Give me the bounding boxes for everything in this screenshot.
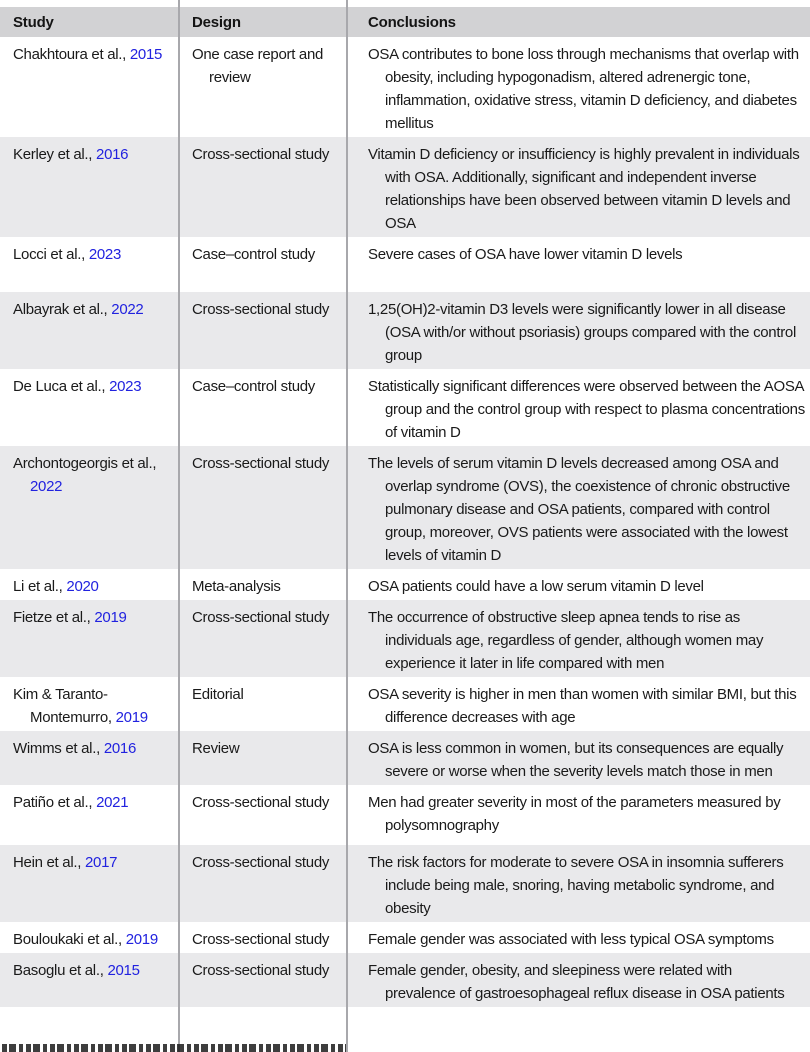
study-cell (0, 600, 178, 677)
conclusion-cell: 1,25(OH)2-vitamin D3 levels were significantly lower in all disease (OSA with/or without psoriasis) groups compared with the control group (368, 301, 796, 364)
study-year-link[interactable]: 2023 (88, 246, 122, 263)
design-cell: Cross-sectional study (192, 146, 330, 163)
study-year-link[interactable]: 2019 (115, 709, 148, 726)
design-cell: Meta-analysis (192, 578, 281, 595)
study-cell (0, 369, 178, 446)
design-cell: Editorial (192, 686, 244, 703)
table-row (0, 785, 810, 845)
design-cell: Case–control study (192, 246, 316, 263)
table-row (0, 292, 810, 369)
table-row (0, 237, 810, 292)
study-authors: Kim & Taranto-Montemurro, (13, 686, 116, 726)
conclusion-cell: Men had greater severity in most of the parameters measured by polysomnography (368, 794, 781, 834)
study-authors: Chakhtoura et al., (13, 46, 130, 63)
design-cell: One case report and review (192, 46, 324, 86)
design-cell: Case–control study (192, 378, 316, 395)
column-divider (178, 0, 180, 1052)
design-cell: Cross-sectional study (192, 301, 330, 318)
column-header-design: Design (192, 13, 241, 31)
study-year-link[interactable]: 2019 (125, 931, 158, 948)
conclusion-cell: The risk factors for moderate to severe OSA in insomnia sufferers include being male, snoring, having metabolic syndrome, and obesity (368, 854, 784, 917)
column-divider (346, 0, 348, 1052)
study-year-link[interactable]: 2015 (107, 962, 140, 979)
study-cell (0, 292, 178, 369)
study-authors: Basoglu et al., (13, 962, 108, 979)
study-cell (0, 677, 178, 731)
conclusion-cell: Vitamin D deficiency or insufficiency is highly prevalent in individuals with OSA. Additionally, significant and independent inverse relationships have been observed between vitamin D levels and OSA (368, 146, 800, 232)
column-header-conclusions: Conclusions (368, 13, 456, 31)
conclusion-cell: The occurrence of obstructive sleep apnea tends to rise as individuals age, regardless of gender, although women may experience it later in life compared with men (368, 609, 764, 672)
study-cell (0, 237, 178, 268)
study-authors: Albayrak et al., (13, 301, 112, 318)
study-cell (0, 731, 178, 785)
study-authors: Kerley et al., (13, 146, 97, 163)
study-year-link[interactable]: 2022 (30, 478, 63, 495)
study-authors: Li et al., (13, 578, 67, 595)
study-cell (0, 569, 178, 600)
study-cell (0, 953, 178, 1007)
table-row (0, 137, 810, 237)
study-cell (0, 845, 178, 922)
table-header-row (0, 7, 810, 37)
table-row (0, 922, 810, 953)
study-year-link[interactable]: 2015 (129, 46, 163, 63)
study-year-link[interactable]: 2019 (94, 609, 127, 626)
conclusion-cell: OSA severity is higher in men than women with similar BMI, but this difference decreases with age (368, 686, 797, 726)
conclusion-cell: Female gender was associated with less typical OSA symptoms (368, 931, 774, 948)
design-cell: Cross-sectional study (192, 794, 330, 811)
table-row (0, 677, 810, 731)
conclusion-cell: OSA patients could have a low serum vitamin D level (368, 578, 704, 595)
study-authors: Patiño et al., (13, 794, 97, 811)
table-row (0, 446, 810, 569)
table-row (0, 600, 810, 677)
study-authors: Archontogeorgis et al., (13, 455, 157, 472)
study-authors: Locci et al., (13, 246, 89, 263)
study-authors: Wimms et al., (13, 740, 104, 757)
conclusion-cell: OSA is less common in women, but its consequences are equally severe or worse when the severity levels match those in men (368, 740, 784, 780)
study-year-link[interactable]: 2016 (103, 740, 136, 757)
study-year-link[interactable]: 2017 (84, 854, 118, 871)
study-authors: Fietze et al., (13, 609, 95, 626)
design-cell: Cross-sectional study (192, 931, 330, 948)
design-cell: Cross-sectional study (192, 609, 330, 626)
table-row (0, 369, 810, 446)
study-cell (0, 922, 178, 953)
design-cell: Cross-sectional study (192, 962, 330, 979)
study-year-link[interactable]: 2023 (109, 378, 142, 395)
study-authors: Hein et al., (13, 854, 85, 871)
study-cell (0, 37, 178, 137)
study-year-link[interactable]: 2021 (96, 794, 129, 811)
study-year-link[interactable]: 2020 (66, 578, 99, 595)
study-year-link[interactable]: 2016 (96, 146, 129, 163)
design-cell: Review (192, 740, 240, 757)
study-authors: Bouloukaki et al., (13, 931, 126, 948)
conclusion-cell: OSA contributes to bone loss through mechanisms that overlap with obesity, including hypogonadism, altered adrenergic tone, inflammation, oxidative stress, vitamin D deficiency, and diabetes mellitus (368, 46, 799, 132)
conclusion-cell: The levels of serum vitamin D levels decreased among OSA and overlap syndrome (OVS), the coexistence of chronic obstructive pulmonary disease and OSA patients, compared with control group, moreover, OVS patients were associated with the lowest levels of vitamin D (368, 455, 790, 564)
clipped-next-row-artifact (2, 1044, 346, 1052)
study-cell (0, 785, 178, 839)
study-cell (0, 137, 178, 237)
table-row (0, 569, 810, 600)
table-body (0, 37, 810, 1007)
conclusion-cell: Statistically significant differences were observed between the AOSA group and the control group with respect to plasma concentrations of vitamin D (368, 378, 805, 441)
table-row (0, 953, 810, 1007)
design-cell: Cross-sectional study (192, 854, 330, 871)
column-header-study: Study (13, 13, 54, 31)
study-cell (0, 446, 178, 569)
study-authors: De Luca et al., (13, 378, 110, 395)
study-year-link[interactable]: 2022 (111, 301, 144, 318)
table-row (0, 37, 810, 137)
table-row (0, 731, 810, 785)
conclusion-cell: Female gender, obesity, and sleepiness were related with prevalence of gastroesophageal reflux disease in OSA patients (368, 962, 785, 1002)
design-cell: Cross-sectional study (192, 455, 330, 472)
conclusion-cell: Severe cases of OSA have lower vitamin D levels (368, 246, 683, 263)
table-row (0, 845, 810, 922)
